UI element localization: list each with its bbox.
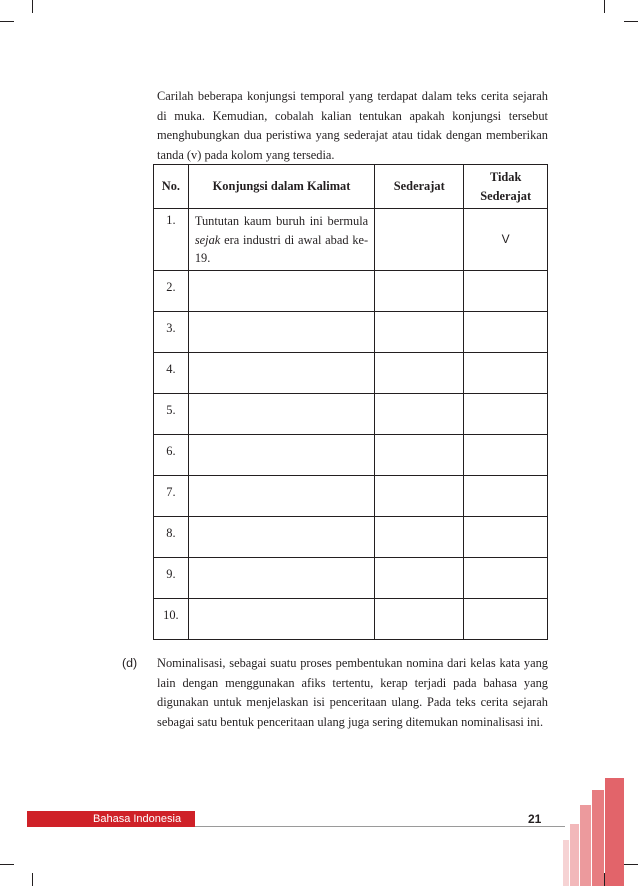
row-number: 7. — [154, 475, 189, 516]
check-mark: V — [501, 231, 510, 246]
header-tidak-line1: Tidak — [489, 169, 522, 184]
crop-mark — [624, 21, 638, 22]
row-tidak-sederajat — [464, 516, 548, 557]
row-tidak-sederajat — [464, 209, 548, 271]
row-kalimat — [188, 557, 374, 598]
row-number: 9. — [154, 557, 189, 598]
row-tidak-sederajat — [464, 598, 548, 639]
crop-mark — [32, 873, 33, 886]
kalimat-text-before: Tuntutan kaum buruh ini bermula — [194, 214, 369, 228]
row-kalimat — [188, 475, 374, 516]
footer-divider — [195, 826, 565, 827]
row-kalimat — [188, 209, 374, 271]
row-number: 1. — [154, 209, 189, 271]
footer-book-title: Bahasa Indonesia — [93, 813, 182, 825]
kalimat-text-after: era industri di awal abad ke-19. — [194, 232, 369, 265]
row-sederajat — [375, 352, 464, 393]
decorative-bar — [605, 778, 624, 886]
row-kalimat — [188, 352, 374, 393]
row-sederajat — [375, 311, 464, 352]
row-sederajat — [375, 516, 464, 557]
row-sederajat — [375, 598, 464, 639]
row-number: 5. — [154, 393, 189, 434]
row-sederajat — [375, 393, 464, 434]
table-row — [154, 209, 548, 271]
row-tidak-sederajat — [464, 434, 548, 475]
table-row — [154, 393, 548, 434]
intro-paragraph: Carilah beberapa konjungsi temporal yang terdapat dalam teks cerita sejarah di muka. Kemudian, cobalah kalian tentukan apakah konjungsi tersebut menghubungkan dua peristiwa yang sederajat atau tidak dengan memberikan tanda (v) pada kolom yang tersedia. — [157, 89, 548, 162]
item-d-paragraph: Nominalisasi, sebagai suatu proses pembentukan nomina dari kelas kata yang lain dengan menggunakan afiks tertentu, kerap terjadi pada bahasa yang digunakan untuk menjelaskan isi penceritaan ulang. Pada teks cerita sejarah sebagai satu bentuk penceritaan ulang juga sering ditemukan nominalisasi ini. — [157, 656, 548, 729]
table-header-row — [154, 165, 548, 209]
decorative-bar — [580, 805, 591, 886]
header-kalimat: Konjungsi dalam Kalimat — [188, 165, 374, 209]
crop-mark — [0, 21, 14, 22]
row-number: 4. — [154, 352, 189, 393]
table-row — [154, 516, 548, 557]
table-row — [154, 598, 548, 639]
row-tidak-sederajat — [464, 270, 548, 311]
table-row — [154, 270, 548, 311]
table-row — [154, 434, 548, 475]
row-kalimat — [188, 393, 374, 434]
row-number: 6. — [154, 434, 189, 475]
page-number: 21 — [528, 812, 542, 826]
row-sederajat — [375, 475, 464, 516]
table-row — [154, 311, 548, 352]
row-tidak-sederajat — [464, 475, 548, 516]
row-sederajat — [375, 434, 464, 475]
table-row — [154, 557, 548, 598]
row-number: 2. — [154, 270, 189, 311]
crop-mark — [604, 0, 605, 13]
header-sederajat: Sederajat — [375, 165, 464, 209]
conjunction-table — [153, 164, 548, 640]
decorative-bar — [570, 824, 579, 886]
crop-mark — [32, 0, 33, 13]
row-sederajat — [375, 209, 464, 271]
row-tidak-sederajat — [464, 393, 548, 434]
kalimat-conjunction: sejak — [194, 232, 221, 247]
row-number: 8. — [154, 516, 189, 557]
row-kalimat — [188, 311, 374, 352]
row-kalimat — [188, 270, 374, 311]
header-tidak-sederajat — [464, 165, 548, 209]
row-tidak-sederajat — [464, 311, 548, 352]
row-kalimat — [188, 598, 374, 639]
header-no: No. — [154, 165, 189, 209]
row-kalimat — [188, 516, 374, 557]
row-sederajat — [375, 557, 464, 598]
item-d-label: (d) — [122, 656, 138, 670]
crop-mark — [624, 864, 638, 865]
header-tidak-line2: Sederajat — [480, 188, 532, 203]
table-row — [154, 352, 548, 393]
row-sederajat — [375, 270, 464, 311]
row-number: 10. — [154, 598, 189, 639]
decorative-bar — [592, 790, 604, 886]
row-tidak-sederajat — [464, 352, 548, 393]
row-kalimat — [188, 434, 374, 475]
decorative-bar — [563, 840, 569, 886]
row-tidak-sederajat — [464, 557, 548, 598]
row-number: 3. — [154, 311, 189, 352]
table-row — [154, 475, 548, 516]
crop-mark — [0, 864, 14, 865]
